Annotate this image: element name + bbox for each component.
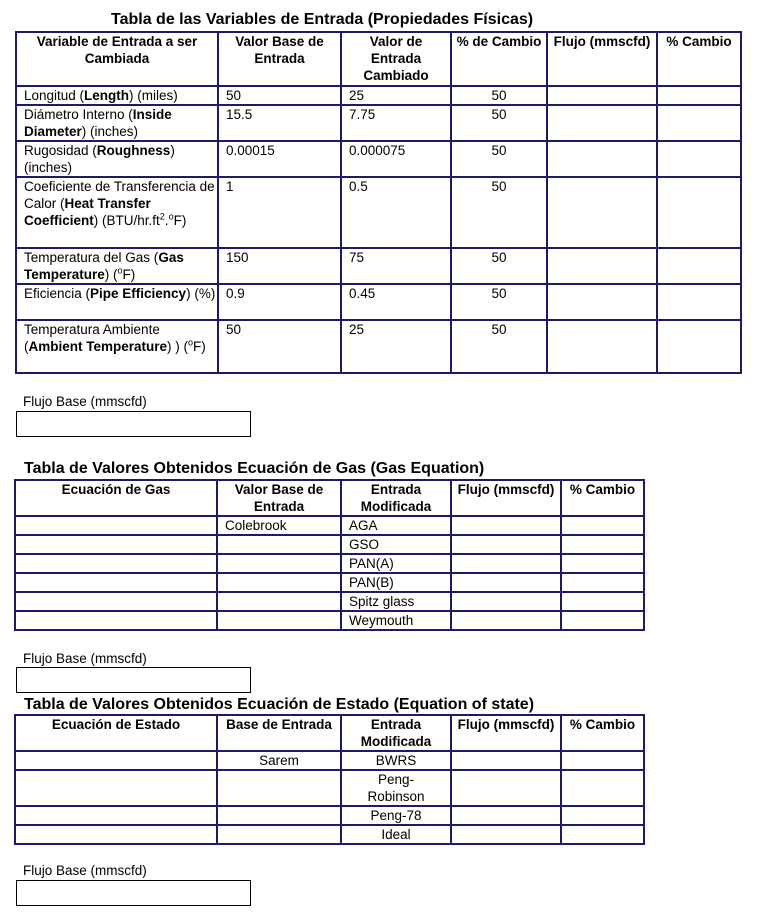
flujo-base-label-3: Flujo Base (mmscfd) — [23, 863, 147, 878]
flow-cell[interactable] — [451, 554, 561, 573]
flow-cell[interactable] — [547, 320, 657, 373]
table-row — [16, 177, 741, 248]
table-row — [15, 554, 644, 573]
header-flow: Flujo (mmscfd) — [547, 32, 657, 86]
flow-cell[interactable] — [451, 611, 561, 630]
equation-cell[interactable] — [15, 751, 217, 770]
percent-cell: 50 — [451, 105, 547, 141]
flow-cell[interactable] — [451, 770, 561, 806]
variable-cell: Longitud (Length) (miles) — [16, 86, 218, 105]
changed-value-cell: 25 — [341, 86, 451, 105]
base-value-cell: 0.9 — [218, 284, 341, 320]
flow-cell[interactable] — [451, 825, 561, 844]
base-value-cell — [217, 535, 341, 554]
modified-input-cell: GSO — [341, 535, 451, 554]
result-cell[interactable] — [561, 611, 644, 630]
base-value-cell: 0.00015 — [218, 141, 341, 177]
header-changed-value: Valor de Entrada Cambiado — [341, 32, 451, 86]
flujo-base-label-1: Flujo Base (mmscfd) — [23, 394, 147, 409]
flow-cell[interactable] — [451, 573, 561, 592]
equation-cell[interactable] — [15, 806, 217, 825]
result-cell[interactable] — [561, 554, 644, 573]
header-variable: Variable de Entrada a ser Cambiada — [16, 32, 218, 86]
equation-cell[interactable] — [15, 554, 217, 573]
base-value-cell: Sarem — [217, 751, 341, 770]
header-gas-equation: Ecuación de Gas — [15, 480, 217, 516]
result-cell[interactable] — [657, 177, 741, 248]
result-cell[interactable] — [657, 141, 741, 177]
result-cell[interactable] — [561, 825, 644, 844]
flow-cell[interactable] — [451, 592, 561, 611]
percent-cell: 50 — [451, 86, 547, 105]
flow-cell[interactable] — [547, 141, 657, 177]
flow-cell[interactable] — [547, 248, 657, 284]
base-value-cell: 1 — [218, 177, 341, 248]
header-flow: Flujo (mmscfd) — [451, 715, 561, 751]
result-cell[interactable] — [561, 573, 644, 592]
result-cell[interactable] — [561, 535, 644, 554]
result-cell[interactable] — [657, 320, 741, 373]
percent-cell: 50 — [451, 248, 547, 284]
base-value-cell — [217, 573, 341, 592]
modified-input-cell: PAN(A) — [341, 554, 451, 573]
variable-cell: Diámetro Interno (Inside Diameter) (inches) — [16, 105, 218, 141]
base-value-cell: 50 — [218, 86, 341, 105]
header-modified-input: Entrada Modificada — [341, 480, 451, 516]
variable-cell: Coeficiente de Transferencia de Calor (Heat Transfer Coefficient) $(BTU/hr.ft^2.^oF)$ — [16, 177, 218, 248]
flujo-base-field-1[interactable] — [16, 411, 251, 437]
equation-cell[interactable] — [15, 573, 217, 592]
base-value-cell: Colebrook — [217, 516, 341, 535]
header-base-value: Valor Base de Entrada — [217, 480, 341, 516]
equation-cell[interactable] — [15, 535, 217, 554]
base-value-cell — [217, 770, 341, 806]
table-row — [15, 770, 644, 806]
table-row — [16, 320, 741, 373]
variable-cell: Rugosidad (Roughness) (inches) — [16, 141, 218, 177]
base-value-cell: 50 — [218, 320, 341, 373]
equation-of-state-table — [14, 714, 645, 845]
table-row — [15, 573, 644, 592]
result-cell[interactable] — [657, 86, 741, 105]
changed-value-cell: 7.75 — [341, 105, 451, 141]
equation-cell[interactable] — [15, 770, 217, 806]
equation-cell[interactable] — [15, 611, 217, 630]
changed-value-cell: 75 — [341, 248, 451, 284]
flow-cell[interactable] — [547, 86, 657, 105]
table-row — [15, 806, 644, 825]
result-cell[interactable] — [561, 751, 644, 770]
result-cell[interactable] — [657, 284, 741, 320]
header-percent-change-result: % Cambio — [657, 32, 741, 86]
modified-input-cell: PAN(B) — [341, 573, 451, 592]
header-modified-input: Entrada Modificada — [341, 715, 451, 751]
table-row — [15, 516, 644, 535]
flow-cell[interactable] — [451, 751, 561, 770]
table-row — [16, 105, 741, 141]
header-base-value: Valor Base de Entrada — [218, 32, 341, 86]
percent-cell: 50 — [451, 141, 547, 177]
physical-properties-table — [15, 31, 742, 374]
modified-input-cell: Weymouth — [341, 611, 451, 630]
result-cell[interactable] — [561, 806, 644, 825]
table-row — [15, 611, 644, 630]
result-cell[interactable] — [561, 516, 644, 535]
header-percent-change: % de Cambio — [451, 32, 547, 86]
table-row — [16, 248, 741, 284]
flujo-base-field-2[interactable] — [16, 667, 251, 693]
table-row — [15, 751, 644, 770]
header-base-input: Base de Entrada — [217, 715, 341, 751]
variable-cell: Eficiencia (Pipe Efficiency) (%) — [16, 284, 218, 320]
percent-cell: 50 — [451, 284, 547, 320]
flujo-base-label-2: Flujo Base (mmscfd) — [23, 651, 147, 666]
modified-input-cell: BWRS — [341, 751, 451, 770]
flow-cell[interactable] — [547, 105, 657, 141]
flow-cell[interactable] — [451, 535, 561, 554]
base-value-cell — [217, 592, 341, 611]
percent-cell: 50 — [451, 177, 547, 248]
variable-cell: Temperatura del Gas (Gas Temperature) ($^o$F) — [16, 248, 218, 284]
base-value-cell — [217, 806, 341, 825]
table-row — [15, 535, 644, 554]
variable-cell: Temperatura Ambiente (Ambient Temperature) ) ($^o$F) — [16, 320, 218, 373]
percent-cell: 50 — [451, 320, 547, 373]
base-value-cell — [217, 554, 341, 573]
flow-cell[interactable] — [547, 284, 657, 320]
result-cell[interactable] — [561, 770, 644, 806]
flow-cell[interactable] — [451, 516, 561, 535]
modified-input-cell: Peng-Robinson — [341, 770, 451, 806]
equation-cell[interactable] — [15, 592, 217, 611]
header-equation-of-state: Ecuación de Estado — [15, 715, 217, 751]
base-value-cell — [217, 825, 341, 844]
flujo-base-field-3[interactable] — [16, 880, 251, 906]
modified-input-cell: AGA — [341, 516, 451, 535]
flow-cell[interactable] — [547, 177, 657, 248]
table-row — [15, 825, 644, 844]
result-cell[interactable] — [657, 248, 741, 284]
section3-title: Tabla de Valores Obtenidos Ecuación de Estado (Equation of state) — [24, 696, 535, 713]
changed-value-cell: 0.000075 — [341, 141, 451, 177]
section2-title: Tabla de Valores Obtenidos Ecuación de Gas (Gas Equation) — [24, 460, 485, 477]
changed-value-cell: 0.5 — [341, 177, 451, 248]
result-cell[interactable] — [561, 592, 644, 611]
flow-cell[interactable] — [451, 806, 561, 825]
modified-input-cell: Peng-78 — [341, 806, 451, 825]
gas-equation-table — [14, 479, 645, 631]
result-cell[interactable] — [657, 105, 741, 141]
changed-value-cell: 25 — [341, 320, 451, 373]
modified-input-cell: Ideal — [341, 825, 451, 844]
changed-value-cell: 0.45 — [341, 284, 451, 320]
equation-cell[interactable] — [15, 825, 217, 844]
table-row — [16, 141, 741, 177]
base-value-cell: 150 — [218, 248, 341, 284]
base-value-cell — [217, 611, 341, 630]
base-value-cell: 15.5 — [218, 105, 341, 141]
header-flow: Flujo (mmscfd) — [451, 480, 561, 516]
modified-input-cell: Spitz glass — [341, 592, 451, 611]
table-row — [15, 592, 644, 611]
equation-cell[interactable] — [15, 516, 217, 535]
header-percent-change: % Cambio — [561, 480, 644, 516]
table-row — [16, 86, 741, 105]
table-row — [16, 284, 741, 320]
header-percent-change: % Cambio — [561, 715, 644, 751]
section1-title: Tabla de las Variables de Entrada (Propiedades Físicas) — [111, 11, 534, 28]
